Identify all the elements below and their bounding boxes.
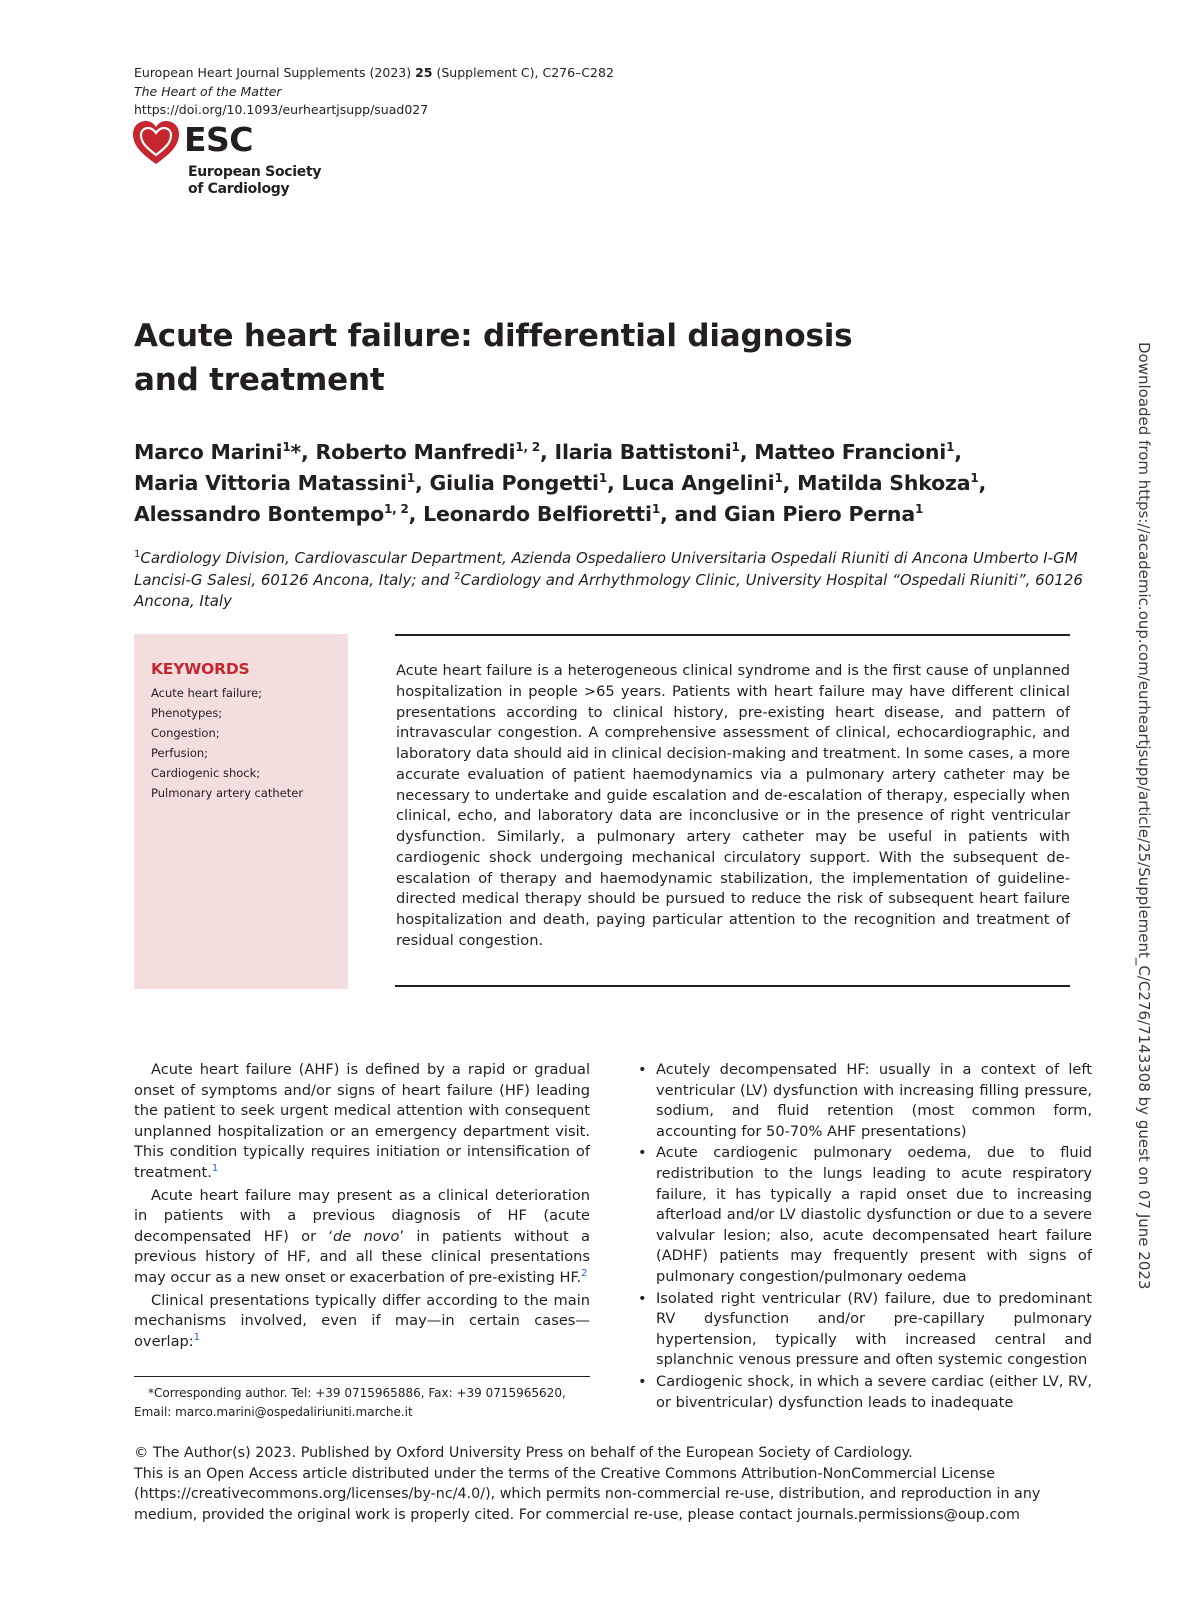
author: Roberto Manfredi	[315, 440, 516, 464]
citation-link[interactable]: 1	[211, 1163, 219, 1175]
bullet-icon: •	[638, 1061, 647, 1078]
citation-link[interactable]: 2	[581, 1268, 588, 1280]
keyword-item: Perfusion;	[151, 746, 209, 760]
author: Alessandro Bontempo	[134, 502, 384, 526]
journal-citation: European Heart Journal Supplements (2023) 25 (Supplement C), C276–C282	[134, 65, 614, 80]
esc-logo	[132, 120, 332, 200]
author: Luca Angelini	[621, 471, 775, 495]
body-paragraph: Acute heart failure may present as a clinical deterioration in patients with a previous diagnosis of HF (acute decompensated HF) or ‘de novo’ in patients without a previous history of HF, and all these clinical presentations may occur as a new onset or exacerbation of pre-existing HF.$^2$	[134, 1186, 590, 1286]
journal-header	[134, 64, 614, 120]
article-title: Acute heart failure: differential diagnosis and treatment	[134, 318, 853, 398]
keywords-heading: KEYWORDS	[151, 660, 250, 678]
abstract-text: Acute heart failure is a heterogeneous clinical syndrome and is the first cause of unplanned hospitalization in people >65 years. Patients with heart failure may have different clinical presentations according to clinical history, pre-existing heart disease, and pattern of intravascular congestion. A comprehensive assessment of clinical, echocardiographic, and laboratory data should aid in clinical decision-making and treatment. In some cases, a more accurate evaluation of patient haemodynamics via a pulmonary artery catheter may be necessary to undertake and guide escalation and de-escalation of therapy, especially when clinical, echo, and laboratory data are inconclusive or in the presence of right ventricular dysfunction. Similarly, a pulmonary artery catheter may be useful in patients with cardiogenic shock undergoing mechanical circulatory support. With the subsequent de-escalation of therapy and haemodynamic stabilization, the implementation of guideline-directed medical therapy should be pursued to reduce the risk of subsequent heart failure hospitalization and death, paying particular attention to the recognition and treatment of residual congestion.	[396, 662, 1070, 949]
abstract-bottom-rule	[395, 985, 1070, 987]
list-item: • Isolated right ventricular (RV) failure, due to predominant RV dysfunction and/or pre-capillary pulmonary hypertension, typically with increased central and splanchnic venous pressure and often systemic congestion	[638, 1289, 1092, 1369]
keywords-box	[134, 634, 348, 989]
author: Leonardo Belfioretti	[423, 502, 652, 526]
list-item: • Acute cardiogenic pulmonary oedema, due to fluid redistribution to the lungs leading to acute respiratory failure, it has typically a rapid onset due to increasing afterload and/or LV diastolic dysfunction or due to a severe valvular lesion; also, acute decompensated heart failure (ADHF) patients may frequently present with signs of pulmonary congestion/pulmonary oedema	[638, 1144, 1092, 1285]
keyword-item: Cardiogenic shock;	[151, 766, 261, 780]
author: Ilaria Battistoni	[554, 440, 732, 464]
abstract-top-rule	[395, 634, 1070, 636]
affiliations: $^1$Cardiology Division, Cardiovascular Department, Azienda Ospedaliero Universitaria Ospedali Riuniti di Ancona Umberto I-GM Lancisi-G Salesi, 60126 Ancona, Italy; and $^2$Cardiology and Arrhythmology Clinic, University Hospital “Ospedali Riuniti”, 60126 Ancona, Italy	[134, 549, 1083, 610]
presentation-list	[636, 1060, 1092, 1413]
download-watermark: Downloaded from https://academic.oup.com/eurheartjsupp/article/25/Supplement_C/C276/7143308 by guest on 07 June 2023	[1135, 342, 1153, 1290]
footnote-rule	[134, 1376, 590, 1377]
citation-link[interactable]: 1	[193, 1331, 201, 1343]
corresponding-author-footnote: *Corresponding author. Tel: +39 0715965886, Fax: +39 0715965620, Email: marco.marini@ospedaliriuniti.marche.it	[134, 1384, 590, 1422]
list-item: • Cardiogenic shock, in which a severe cardiac (either LV, RV, or biventricular) dysfunction leads to inadequate	[638, 1372, 1092, 1411]
logo-society-name: European Society of Cardiology	[188, 164, 322, 197]
author: Matilda Shkoza	[797, 471, 971, 495]
keyword-item: Phenotypes;	[151, 706, 223, 720]
body-left-column	[134, 1060, 590, 1354]
list-item: • Acutely decompensated HF: usually in a context of left ventricular (LV) dysfunction with increasing filling pressure, sodium, and fluid retention (most common form, accounting for 50-70% AHF presentations)	[638, 1061, 1092, 1140]
author: Maria Vittoria Matassini	[134, 471, 407, 495]
author: Marco Marini	[134, 440, 283, 464]
keyword-item: Pulmonary artery catheter	[151, 786, 304, 800]
author: Matteo Francioni	[754, 440, 947, 464]
author: Giulia Pongetti	[429, 471, 599, 495]
license-text: This is an Open Access article distributed under the terms of the Creative Commons Attribution-NonCommercial License (https://creativecommons.org/licenses/by-nc/4.0/), which permits non-commercial re-use, distribution, and reproduction in any medium, provided the original work is properly cited. For commercial re-use, please contact journals.permissions@oup.com	[134, 1465, 1041, 1523]
bullet-icon: •	[638, 1372, 647, 1390]
heart-icon	[132, 120, 180, 166]
author-list: Marco Marini$^1$*, Roberto Manfredi$^{1, 2}$, Ilaria Battistoni$^1$, Matteo Francioni$^1$, Maria Vittoria Matassini$^1$, Giulia Pongetti$^1$, Luca Angelini$^1$, Matilda Shkoza$^1$, Alessandro Bontempo$^{1, 2}$, Leonardo Belfioretti$^1$, and Gian Piero Perna$^1$	[134, 440, 987, 526]
keywords-list	[151, 683, 303, 803]
journal-section: The Heart of the Matter	[134, 83, 282, 99]
logo-acronym: ESC	[184, 120, 254, 159]
license-notice	[134, 1443, 1094, 1525]
body-paragraph: Clinical presentations typically differ according to the main mechanisms involved, even if may—in certain cases—overlap:$^1$	[134, 1291, 590, 1350]
keyword-item: Congestion;	[151, 726, 220, 740]
bullet-icon: •	[638, 1289, 647, 1307]
copyright-line: © The Author(s) 2023. Published by Oxford University Press on behalf of the European Society of Cardiology.	[134, 1445, 913, 1461]
keyword-item: Acute heart failure;	[151, 686, 263, 700]
body-right-column	[636, 1060, 1092, 1414]
body-paragraph: Acute heart failure (AHF) is defined by a rapid or gradual onset of symptoms and/or signs of heart failure (HF) leading the patient to seek urgent medical attention with consequent unplanned hospitalization or an emergency department visit. This condition typically requires initiation or intensification of treatment.$^1$	[134, 1061, 590, 1181]
author-email[interactable]: Email: marco.marini@ospedaliriuniti.marche.it	[134, 1405, 413, 1419]
author: Gian Piero Perna	[723, 502, 915, 526]
doi-link[interactable]: https://doi.org/10.1093/eurheartjsupp/suad027	[134, 102, 429, 117]
bullet-icon: •	[638, 1144, 647, 1162]
